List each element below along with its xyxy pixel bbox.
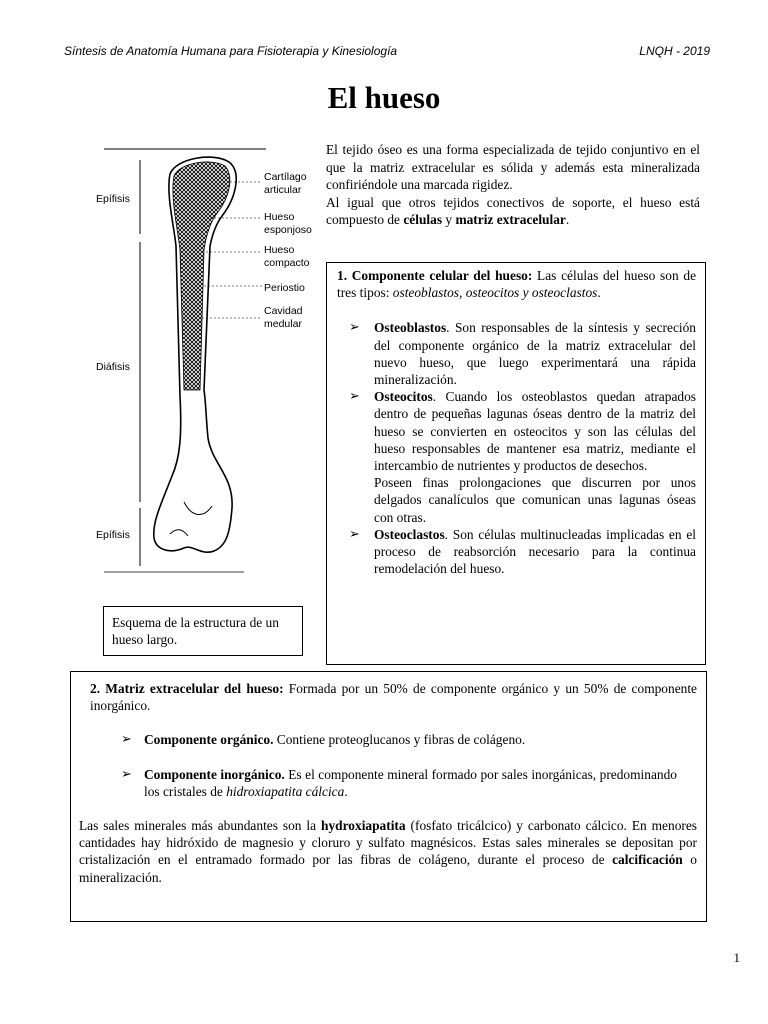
list-item-osteoclastos: [337, 526, 696, 578]
cell-section-intro-end: .: [597, 285, 601, 301]
matrix-closing-paragraph: [79, 817, 697, 886]
desc-inorganico-end: .: [344, 783, 348, 799]
list-item-organico: [79, 731, 697, 748]
matrix-component-box: [70, 671, 707, 922]
closing-text-a: Las sales minerales más abundantes son la: [79, 818, 322, 834]
bullet-arrow-icon: ➢: [349, 389, 360, 405]
term-inorganico: Componente inorgánico.: [144, 766, 285, 782]
label-hueso-1: Hueso: [264, 211, 295, 223]
page-number: 1: [733, 950, 740, 965]
label-compacto: compacto: [264, 257, 310, 269]
list-item-inorganico: [79, 766, 697, 800]
closing-text-c: (fosfato tricálcico) y carbonato cálcico. En menores cantidades hay hidróxido de magnesio y cloruro y sulfato magnésicos. Estas sales minerales se depositan por cristalización en el entramado formado por las fibras de colágeno, durante el proceso de: [79, 818, 697, 868]
bullet-arrow-icon: ➢: [349, 526, 360, 542]
label-epifisis-top: Epífisis: [96, 193, 130, 205]
intro-paragraph-1: El tejido óseo es una forma especializada de tejido conjuntivo en el que la matriz extracelular es sólida y además esta mineralizada confiriéndole una marcada rigidez.: [326, 142, 700, 193]
desc-osteoclastos: . Son células multinucleadas implicadas en el proceso de reabsorción necesario para la continua remodelación del hueso.: [374, 526, 696, 577]
intro-p2-end: .: [565, 212, 570, 228]
label-hueso-2: Hueso: [264, 244, 295, 256]
label-articular: articular: [264, 184, 302, 196]
bone-shape: [154, 157, 236, 552]
list-item-osteocitos: [337, 388, 696, 526]
desc-osteocitos: . Cuando los osteoblastos quedan atrapados dentro de pequeñas lagunas óseas dentro de la matriz del hueso se convierten en osteocitos y son las células del hueso responsables de mantener esa matriz, mediante el intercambio de nutrientes y productos de desechos.: [374, 389, 696, 474]
label-epifisis-bottom: Epífisis: [96, 529, 130, 541]
long-bone-diagram: [84, 146, 324, 576]
intro-p2-text: Al igual que otros tejidos conectivos de soporte, el hueso está compuesto de: [326, 194, 700, 228]
intro-text: [326, 141, 700, 229]
closing-text-e: o mineralización.: [79, 852, 697, 885]
bullet-arrow-icon: ➢: [349, 320, 360, 336]
matrix-section-heading: 2. Matriz extracelular del hueso:: [90, 681, 284, 696]
label-cartilago: Cartílago: [264, 171, 307, 183]
matrix-section-intro: [79, 680, 697, 714]
cell-component-box: [326, 262, 706, 665]
term-osteocitos: Osteocitos: [374, 389, 433, 405]
intro-paragraph-2: [326, 194, 700, 229]
list-item-osteoblastos: [337, 319, 696, 388]
term-calcificacion: calcificación: [612, 852, 683, 868]
cell-types-list: osteoblastos, osteocitos y osteoclastos: [392, 285, 598, 301]
matrix-component-list: [79, 731, 697, 800]
desc-osteocitos-extra: Poseen finas prolongaciones que discurren por unos delgados canalículos que comunican unas lagunas óseas con otras.: [374, 475, 696, 525]
diagram-caption: Esquema de la estructura de un hueso largo.: [103, 606, 303, 656]
intro-p2-and: y: [442, 212, 456, 228]
desc-osteoblastos: . Son responsables de la síntesis y secreción del componente orgánico de la matriz extracelular del nuevo hueso, que luego experimentará una rápida mineralización.: [374, 320, 696, 388]
term-hydroxiapatita: hydroxiapatita: [321, 818, 406, 834]
cell-section-intro-text: Las células del hueso son de tres tipos:: [337, 268, 697, 301]
desc-organico: Contiene proteoglucanos y fibras de colágeno.: [273, 732, 526, 748]
cell-section-intro: [337, 267, 696, 301]
cell-section-heading: 1. Componente celular del hueso:: [337, 268, 533, 283]
label-cavidad: Cavidad: [264, 305, 303, 317]
label-diafisis: Diáfisis: [96, 361, 130, 373]
intro-term-cells: células: [403, 212, 443, 228]
matrix-section-intro-text: Formada por un 50% de componente orgánico y un 50% de componente inorgánico.: [90, 681, 697, 714]
running-header-code: LNQH - 2019: [639, 44, 710, 58]
term-hidroxiapatita-calcica: hidroxiapatita cálcica: [226, 783, 345, 799]
bullet-arrow-icon: ➢: [121, 766, 132, 782]
cell-type-list: [337, 319, 696, 577]
bullet-arrow-icon: ➢: [121, 732, 132, 748]
label-esponjoso: esponjoso: [264, 224, 312, 236]
term-osteoblastos: Osteoblastos: [374, 320, 447, 336]
intro-term-matrix: matriz extracelular: [455, 212, 566, 228]
running-header-title: Síntesis de Anatomía Humana para Fisioterapia y Kinesiología: [64, 44, 398, 58]
term-organico: Componente orgánico.: [144, 732, 274, 748]
page-title: El hueso: [327, 80, 441, 115]
label-medular: medular: [264, 318, 302, 330]
label-periostio: Periostio: [264, 282, 305, 294]
desc-inorganico: Es el componente mineral formado por sales inorgánicas, predominando los cristales de: [144, 766, 677, 799]
term-osteoclastos: Osteoclastos: [374, 526, 445, 542]
